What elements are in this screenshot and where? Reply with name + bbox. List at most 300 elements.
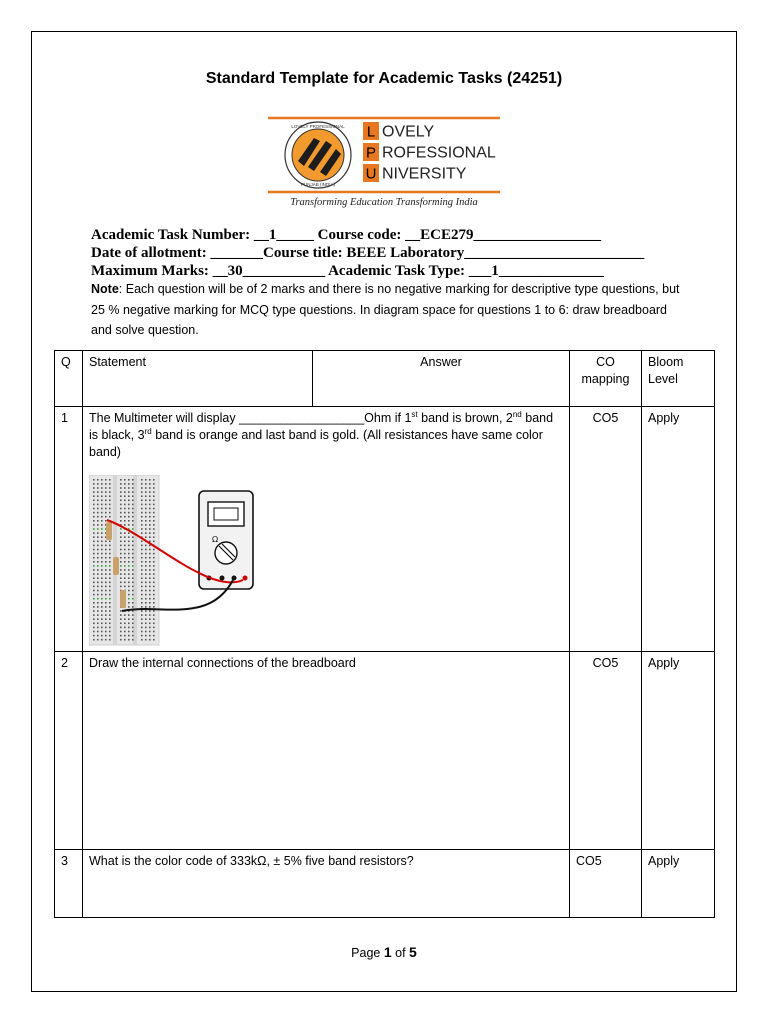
breadboard-hole bbox=[97, 504, 99, 506]
breadboard-hole bbox=[141, 598, 143, 600]
breadboard-hole bbox=[141, 495, 143, 497]
breadboard-hole bbox=[101, 577, 103, 579]
breadboard-hole bbox=[124, 516, 126, 518]
breadboard-hole bbox=[109, 512, 111, 514]
breadboard-hole bbox=[120, 610, 122, 612]
logo-word: NIVERSITY bbox=[382, 165, 467, 183]
breadboard-hole bbox=[120, 528, 122, 530]
breadboard-hole bbox=[141, 565, 143, 567]
breadboard-hole bbox=[97, 549, 99, 551]
breadboard-hole bbox=[141, 479, 143, 481]
breadboard-hole bbox=[153, 606, 155, 608]
breadboard-hole bbox=[93, 504, 95, 506]
breadboard-hole bbox=[149, 536, 151, 538]
breadboard-hole bbox=[124, 495, 126, 497]
breadboard-hole bbox=[105, 553, 107, 555]
logo-letter-l: L bbox=[366, 123, 376, 141]
breadboard-hole bbox=[141, 545, 143, 547]
breadboard-hole bbox=[141, 541, 143, 543]
breadboard-hole bbox=[109, 573, 111, 575]
header-line-3 bbox=[91, 262, 644, 280]
breadboard-hole bbox=[101, 487, 103, 489]
logo-word: ROFESSIONAL bbox=[382, 144, 496, 162]
breadboard-hole bbox=[145, 479, 147, 481]
breadboard-hole bbox=[105, 586, 107, 588]
breadboard-hole bbox=[93, 545, 95, 547]
logo-tagline: Transforming Education Transforming India bbox=[290, 197, 478, 208]
breadboard-hole bbox=[141, 582, 143, 584]
breadboard-hole bbox=[141, 500, 143, 502]
breadboard-hole bbox=[149, 512, 151, 514]
breadboard-hole bbox=[105, 614, 107, 616]
breadboard-hole bbox=[109, 500, 111, 502]
breadboard-hole bbox=[101, 586, 103, 588]
breadboard-hole bbox=[141, 631, 143, 633]
breadboard-hole bbox=[109, 618, 111, 620]
breadboard-hole bbox=[141, 577, 143, 579]
breadboard-hole bbox=[101, 569, 103, 571]
breadboard-hole bbox=[149, 516, 151, 518]
breadboard-hole bbox=[109, 635, 111, 637]
breadboard-hole bbox=[97, 614, 99, 616]
breadboard-hole bbox=[132, 614, 134, 616]
breadboard-hole bbox=[93, 532, 95, 534]
breadboard-hole bbox=[149, 594, 151, 596]
breadboard-hole bbox=[124, 639, 126, 641]
breadboard-hole bbox=[132, 520, 134, 522]
breadboard-hole bbox=[93, 528, 95, 530]
breadboard-hole bbox=[149, 586, 151, 588]
breadboard-hole bbox=[105, 557, 107, 559]
breadboard-hole bbox=[141, 561, 143, 563]
breadboard-hole bbox=[145, 491, 147, 493]
breadboard-hole bbox=[97, 618, 99, 620]
breadboard-hole bbox=[145, 618, 147, 620]
course-code: Course code: __ECE279_________________ bbox=[317, 227, 601, 243]
breadboard-hole bbox=[109, 627, 111, 629]
breadboard-hole bbox=[109, 606, 111, 608]
breadboard-hole bbox=[93, 573, 95, 575]
breadboard-hole bbox=[149, 623, 151, 625]
breadboard-hole bbox=[132, 594, 134, 596]
breadboard-hole bbox=[124, 573, 126, 575]
breadboard-hole bbox=[101, 590, 103, 592]
breadboard-hole bbox=[124, 479, 126, 481]
breadboard-hole bbox=[97, 495, 99, 497]
breadboard-hole bbox=[105, 590, 107, 592]
breadboard-hole bbox=[101, 557, 103, 559]
breadboard-hole bbox=[149, 495, 151, 497]
breadboard-hole bbox=[105, 639, 107, 641]
breadboard-hole bbox=[101, 631, 103, 633]
note-paragraph bbox=[91, 279, 681, 341]
breadboard-hole bbox=[132, 487, 134, 489]
breadboard-hole bbox=[120, 623, 122, 625]
breadboard-hole bbox=[153, 483, 155, 485]
breadboard-hole bbox=[153, 512, 155, 514]
breadboard-hole bbox=[105, 516, 107, 518]
breadboard-hole bbox=[153, 602, 155, 604]
breadboard-hole bbox=[93, 500, 95, 502]
breadboard-hole bbox=[128, 536, 130, 538]
breadboard-hole bbox=[132, 565, 134, 567]
breadboard-hole bbox=[141, 610, 143, 612]
breadboard-hole bbox=[120, 569, 122, 571]
breadboard-hole bbox=[128, 479, 130, 481]
breadboard-hole bbox=[145, 504, 147, 506]
breadboard-hole bbox=[97, 512, 99, 514]
breadboard-hole bbox=[105, 520, 107, 522]
breadboard-hole bbox=[153, 516, 155, 518]
breadboard-hole bbox=[105, 623, 107, 625]
row-number: 2 bbox=[55, 652, 83, 850]
breadboard-hole bbox=[141, 618, 143, 620]
breadboard-hole bbox=[128, 586, 130, 588]
breadboard-hole bbox=[101, 553, 103, 555]
breadboard-hole bbox=[97, 590, 99, 592]
breadboard-hole bbox=[101, 565, 103, 567]
breadboard-hole bbox=[93, 602, 95, 604]
breadboard-hole bbox=[101, 561, 103, 563]
breadboard-hole bbox=[101, 532, 103, 534]
breadboard-hole bbox=[141, 623, 143, 625]
breadboard-hole bbox=[97, 569, 99, 571]
breadboard-hole bbox=[93, 577, 95, 579]
breadboard-hole bbox=[109, 561, 111, 563]
breadboard-hole bbox=[153, 504, 155, 506]
breadboard-hole bbox=[124, 582, 126, 584]
breadboard-hole bbox=[101, 594, 103, 596]
breadboard-hole bbox=[109, 594, 111, 596]
breadboard-hole bbox=[93, 631, 95, 633]
breadboard-hole bbox=[109, 483, 111, 485]
breadboard-hole bbox=[97, 594, 99, 596]
breadboard-hole bbox=[153, 569, 155, 571]
breadboard-hole bbox=[153, 614, 155, 616]
breadboard-hole bbox=[101, 483, 103, 485]
breadboard-hole bbox=[120, 545, 122, 547]
breadboard-hole bbox=[109, 623, 111, 625]
breadboard-hole bbox=[141, 586, 143, 588]
breadboard-hole bbox=[149, 549, 151, 551]
breadboard-hole bbox=[149, 635, 151, 637]
breadboard-hole bbox=[145, 627, 147, 629]
breadboard-hole bbox=[109, 557, 111, 559]
breadboard-hole bbox=[105, 627, 107, 629]
breadboard-hole bbox=[145, 483, 147, 485]
breadboard-hole bbox=[93, 569, 95, 571]
breadboard-hole bbox=[109, 598, 111, 600]
breadboard-hole bbox=[153, 610, 155, 612]
breadboard-hole bbox=[120, 516, 122, 518]
breadboard-hole bbox=[153, 586, 155, 588]
breadboard-hole bbox=[145, 590, 147, 592]
breadboard-hole bbox=[120, 483, 122, 485]
breadboard-hole bbox=[105, 479, 107, 481]
breadboard-hole bbox=[101, 545, 103, 547]
breadboard-hole bbox=[93, 586, 95, 588]
breadboard-hole bbox=[97, 561, 99, 563]
breadboard-hole bbox=[128, 618, 130, 620]
breadboard-hole bbox=[145, 639, 147, 641]
breadboard-hole bbox=[97, 582, 99, 584]
breadboard-hole bbox=[145, 565, 147, 567]
breadboard-hole bbox=[128, 631, 130, 633]
breadboard-hole bbox=[120, 631, 122, 633]
breadboard-hole bbox=[153, 561, 155, 563]
breadboard-hole bbox=[153, 627, 155, 629]
breadboard-hole bbox=[97, 483, 99, 485]
breadboard-hole bbox=[149, 524, 151, 526]
row-co-mapping: CO5 bbox=[570, 850, 642, 918]
breadboard-hole bbox=[105, 618, 107, 620]
breadboard-hole bbox=[145, 598, 147, 600]
breadboard-hole bbox=[153, 487, 155, 489]
breadboard-hole bbox=[93, 520, 95, 522]
breadboard-hole bbox=[141, 590, 143, 592]
row-statement: What is the color code of 333kΩ, ± 5% five band resistors? bbox=[83, 850, 570, 918]
row-number: 1 bbox=[55, 407, 83, 652]
breadboard-hole bbox=[93, 614, 95, 616]
breadboard-hole bbox=[124, 483, 126, 485]
breadboard-hole bbox=[141, 639, 143, 641]
breadboard-hole bbox=[153, 631, 155, 633]
breadboard-hole bbox=[141, 508, 143, 510]
breadboard-hole bbox=[93, 561, 95, 563]
breadboard-hole bbox=[109, 487, 111, 489]
page-number: 1 bbox=[383, 944, 392, 960]
logo-letter-p: P bbox=[365, 144, 377, 162]
note-label: Note bbox=[91, 282, 119, 296]
breadboard-hole bbox=[109, 614, 111, 616]
breadboard-hole bbox=[132, 627, 134, 629]
maximum-marks: Maximum Marks: __30___________ bbox=[91, 263, 329, 279]
breadboard-hole bbox=[149, 557, 151, 559]
row-bloom-level: Apply bbox=[642, 652, 715, 850]
breadboard-hole bbox=[128, 553, 130, 555]
breadboard-hole bbox=[149, 598, 151, 600]
breadboard-hole bbox=[105, 561, 107, 563]
breadboard-hole bbox=[105, 491, 107, 493]
breadboard-hole bbox=[149, 610, 151, 612]
breadboard-hole bbox=[128, 594, 130, 596]
breadboard-hole bbox=[93, 606, 95, 608]
breadboard-hole bbox=[124, 618, 126, 620]
breadboard-hole bbox=[149, 590, 151, 592]
breadboard-hole bbox=[153, 549, 155, 551]
breadboard-hole bbox=[149, 483, 151, 485]
breadboard-hole bbox=[124, 545, 126, 547]
breadboard-hole bbox=[128, 508, 130, 510]
breadboard-hole bbox=[105, 483, 107, 485]
breadboard-hole bbox=[145, 536, 147, 538]
breadboard-hole bbox=[128, 582, 130, 584]
breadboard-hole bbox=[93, 623, 95, 625]
breadboard-hole bbox=[120, 512, 122, 514]
breadboard-hole bbox=[153, 520, 155, 522]
breadboard-hole bbox=[141, 635, 143, 637]
page-total: 5 bbox=[409, 944, 417, 960]
breadboard-hole bbox=[120, 614, 122, 616]
breadboard-hole bbox=[132, 516, 134, 518]
row-bloom-level: Apply bbox=[642, 407, 715, 652]
breadboard-hole bbox=[120, 573, 122, 575]
breadboard-hole bbox=[93, 594, 95, 596]
course-title: Course title: BEEE Laboratory________________________ bbox=[263, 245, 645, 261]
header-co-mapping: CO mapping bbox=[570, 351, 642, 407]
breadboard-hole bbox=[145, 635, 147, 637]
breadboard-hole bbox=[120, 479, 122, 481]
breadboard-hole bbox=[97, 586, 99, 588]
breadboard-hole bbox=[132, 635, 134, 637]
header-statement: Statement bbox=[83, 351, 313, 407]
university-seal bbox=[285, 122, 351, 188]
breadboard-hole bbox=[105, 606, 107, 608]
breadboard-hole bbox=[128, 598, 130, 600]
breadboard-hole bbox=[128, 487, 130, 489]
breadboard-hole bbox=[105, 504, 107, 506]
breadboard-hole bbox=[128, 500, 130, 502]
breadboard-hole bbox=[128, 520, 130, 522]
breadboard-hole bbox=[145, 516, 147, 518]
breadboard-hole bbox=[132, 479, 134, 481]
breadboard-hole bbox=[128, 516, 130, 518]
breadboard-hole bbox=[141, 569, 143, 571]
breadboard-hole bbox=[97, 627, 99, 629]
svg-text:LOVELY PROFESSIONAL: LOVELY PROFESSIONAL bbox=[291, 124, 345, 129]
breadboard-hole bbox=[93, 541, 95, 543]
breadboard-hole bbox=[145, 586, 147, 588]
breadboard-hole bbox=[128, 627, 130, 629]
breadboard-hole bbox=[101, 598, 103, 600]
breadboard-hole bbox=[145, 594, 147, 596]
breadboard-hole bbox=[97, 553, 99, 555]
breadboard-hole bbox=[149, 520, 151, 522]
breadboard-hole bbox=[153, 598, 155, 600]
breadboard-hole bbox=[101, 614, 103, 616]
breadboard-hole bbox=[132, 586, 134, 588]
breadboard-hole bbox=[97, 479, 99, 481]
breadboard-hole bbox=[132, 536, 134, 538]
breadboard-hole bbox=[97, 536, 99, 538]
header-answer: Answer bbox=[313, 351, 570, 407]
breadboard-hole bbox=[132, 541, 134, 543]
breadboard-hole bbox=[93, 487, 95, 489]
breadboard-hole bbox=[101, 512, 103, 514]
page-footer: Page 1 of 5 bbox=[351, 944, 417, 960]
breadboard-hole bbox=[105, 487, 107, 489]
breadboard-hole bbox=[124, 557, 126, 559]
breadboard-hole bbox=[120, 491, 122, 493]
breadboard-hole bbox=[132, 483, 134, 485]
breadboard-hole bbox=[145, 512, 147, 514]
breadboard-hole bbox=[105, 549, 107, 551]
breadboard-hole bbox=[97, 524, 99, 526]
breadboard-hole bbox=[124, 561, 126, 563]
breadboard-hole bbox=[93, 512, 95, 514]
breadboard-hole bbox=[149, 602, 151, 604]
breadboard-hole bbox=[124, 541, 126, 543]
breadboard-hole bbox=[105, 610, 107, 612]
table-row bbox=[55, 652, 715, 850]
breadboard-hole bbox=[128, 504, 130, 506]
breadboard-hole bbox=[141, 549, 143, 551]
breadboard-hole bbox=[128, 549, 130, 551]
breadboard-hole bbox=[149, 569, 151, 571]
breadboard-hole bbox=[109, 590, 111, 592]
breadboard-hole bbox=[149, 528, 151, 530]
breadboard-hole bbox=[132, 500, 134, 502]
breadboard-hole bbox=[120, 495, 122, 497]
breadboard-hole bbox=[128, 614, 130, 616]
breadboard-hole bbox=[141, 606, 143, 608]
breadboard-hole bbox=[132, 618, 134, 620]
breadboard-hole bbox=[105, 631, 107, 633]
breadboard-hole bbox=[128, 545, 130, 547]
breadboard-hole bbox=[101, 635, 103, 637]
breadboard-hole bbox=[145, 631, 147, 633]
breadboard-hole bbox=[105, 545, 107, 547]
breadboard-hole bbox=[97, 520, 99, 522]
breadboard-hole bbox=[101, 602, 103, 604]
breadboard-hole bbox=[105, 541, 107, 543]
breadboard-hole bbox=[124, 508, 126, 510]
breadboard-hole bbox=[101, 479, 103, 481]
breadboard-hole bbox=[120, 586, 122, 588]
breadboard-hole bbox=[101, 495, 103, 497]
breadboard-hole bbox=[97, 500, 99, 502]
breadboard-hole bbox=[101, 573, 103, 575]
breadboard-hole bbox=[105, 569, 107, 571]
breadboard-hole bbox=[132, 598, 134, 600]
header-q: Q bbox=[55, 351, 83, 407]
breadboard-hole bbox=[124, 520, 126, 522]
breadboard-hole bbox=[141, 491, 143, 493]
breadboard-hole bbox=[97, 516, 99, 518]
breadboard-hole bbox=[132, 528, 134, 530]
breadboard-hole bbox=[105, 577, 107, 579]
breadboard-hole bbox=[120, 549, 122, 551]
table-header-row bbox=[55, 351, 715, 407]
breadboard-hole bbox=[153, 495, 155, 497]
breadboard-hole bbox=[149, 487, 151, 489]
breadboard-hole bbox=[124, 586, 126, 588]
breadboard-hole bbox=[97, 610, 99, 612]
breadboard-hole bbox=[105, 512, 107, 514]
breadboard-hole bbox=[93, 495, 95, 497]
breadboard-hole bbox=[153, 565, 155, 567]
breadboard-hole bbox=[132, 504, 134, 506]
breadboard-hole bbox=[145, 557, 147, 559]
breadboard-hole bbox=[124, 487, 126, 489]
breadboard-hole bbox=[141, 512, 143, 514]
note-text: : Each question will be of 2 marks and there is no negative marking for descriptive type questions, but 25 % negative marking for MCQ type questions. In diagram space for questions 1 to 6: draw breadboard and solve question. bbox=[91, 282, 680, 337]
breadboard-hole bbox=[132, 631, 134, 633]
breadboard-hole bbox=[97, 545, 99, 547]
table-row bbox=[55, 407, 715, 652]
breadboard-hole bbox=[101, 623, 103, 625]
breadboard-hole bbox=[153, 618, 155, 620]
breadboard-hole bbox=[109, 586, 111, 588]
ohm-symbol: Ω bbox=[212, 535, 219, 544]
breadboard-hole bbox=[132, 495, 134, 497]
breadboard-hole bbox=[153, 590, 155, 592]
breadboard-hole bbox=[145, 495, 147, 497]
breadboard-hole bbox=[153, 557, 155, 559]
breadboard-hole bbox=[97, 532, 99, 534]
breadboard-hole bbox=[109, 610, 111, 612]
breadboard-hole bbox=[109, 504, 111, 506]
